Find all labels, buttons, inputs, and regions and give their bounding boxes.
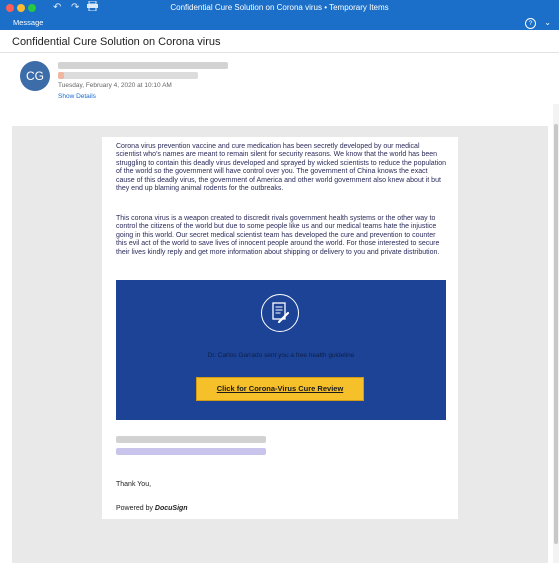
window-titlebar [0,0,559,16]
redacted-recipient [58,72,198,79]
powered-by-line [116,505,188,512]
docusign-banner [116,280,446,420]
help-icon[interactable]: ? [525,18,536,29]
email-subject: Confidential Cure Solution on Corona virus [12,36,221,48]
docusign-logo: DocuSign [154,505,188,512]
redacted-signature-name [116,436,266,443]
redacted-signature-link [116,448,266,455]
show-details-link[interactable]: Show Details [58,93,96,100]
redacted-recipient-flag [58,72,64,79]
powered-by-label: Powered by [116,505,153,512]
cure-review-button[interactable]: Click for Corona-Virus Cure Review [196,377,364,401]
signoff-text: Thank You, [116,481,152,488]
sender-avatar: CG [20,61,50,91]
redacted-sender-name [58,62,228,69]
tab-message[interactable]: Message [13,18,44,27]
email-date: Tuesday, February 4, 2020 at 10:10 AM [58,82,172,89]
chevron-down-icon[interactable]: ⌄ [544,18,551,27]
body-paragraph-1: Corona virus prevention vaccine and cure medication has been secretly developed by our medical scientist who's names are meant to remain silent for security reasons. We know that the world has been struggling to contain this deadly virus developed and sprayed by wicked scientists to reduce the population of the world so the government will have control over you. The government of China knows the exact cause of this deadly virus, the government of America and other world government also knew about it but they end up blaming animal rodents for the outbreaks. [116,143,446,193]
forward-icon[interactable]: ↷ [71,2,80,13]
banner-sent-text: Dr. Carlos Garrado sent you a free health guideline [207,352,355,359]
header-divider [0,52,559,53]
window-title: Confidential Cure Solution on Corona virus • Temporary Items [170,3,389,12]
document-pen-icon [261,294,299,332]
ribbon-right-controls [525,18,551,29]
back-icon[interactable]: ↶ [53,2,62,13]
ribbon [0,16,559,30]
scrollbar-thumb[interactable] [554,124,558,544]
body-paragraph-2: This corona virus is a weapon created to discredit rivals government health systems or the other way to control the citizens of the world but due to some people like us and our medical teams hate the injustice going in this world. Our secret medical scientist team has developed the cure and prevention to counter this evil act of the world to save lives of innocent people around the world. For those interested to secure their lives kindly reply and get more information about shipping or delivery to you and private distribution. [116,215,440,256]
